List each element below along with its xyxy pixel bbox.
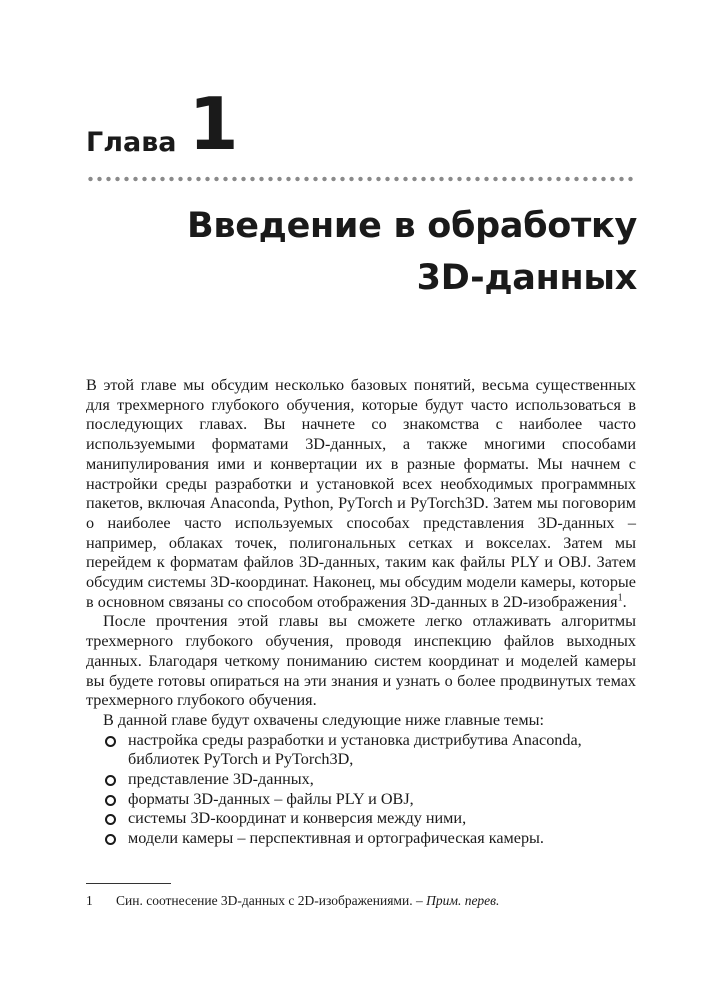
chapter-label: Глава xyxy=(86,127,177,158)
list-item-text: модели камеры – перспективная и ортографическая камеры. xyxy=(128,829,544,848)
list-item-text: системы 3D-координат и конверсия между ними, xyxy=(128,809,467,828)
chapter-title-line: 3D-данных xyxy=(416,258,637,298)
list-item xyxy=(86,790,636,810)
footnote-rule xyxy=(86,883,171,884)
chapter-body xyxy=(86,376,636,849)
footnote-mark: 1 xyxy=(86,893,93,908)
topics-list xyxy=(86,731,636,849)
intro-paragraph: В этой главе мы обсудим несколько базовых понятий, весьма существенных для трехмерного глубокого обучения, которые будут часто использоваться в последующих главах. Вы начнете со знакомства с наиболее часто используемыми форматами 3D-данных, а также многими способами манипулирования ими и конвертации их в разные форматы. Мы начнем с настройки среды разработки и установкой всех необходимых программных пакетов, включая Anaconda, Python, PyTorch и PyTorch3D. Затем мы поговорим о наиболее часто используемых способах представления 3D-данных – например, облаках точек, полигональных сетках и вокселах. Затем мы перейдем к форматам файлов 3D-данных, таким как файлы PLY и OBJ. Затем обсудим системы 3D-координат. Наконец, мы обсудим модели камеры, которые в основном связаны со способом отображения 3D-данных в 2D-изображения$^1$. xyxy=(86,376,636,611)
dotted-divider xyxy=(86,176,636,182)
circle-bullet-icon xyxy=(105,795,116,806)
circle-bullet-icon xyxy=(105,775,116,786)
footnote-text: Син. соотнесение 3D-данных с 2D-изображениями. – xyxy=(116,893,423,908)
list-item xyxy=(86,770,636,790)
footnote-reference: 1 xyxy=(617,592,623,604)
chapter-title xyxy=(77,200,637,304)
circle-bullet-icon xyxy=(105,814,116,825)
list-item xyxy=(86,809,636,829)
footnote-translator-note: Прим. перев. xyxy=(426,893,500,908)
list-item xyxy=(86,731,636,770)
chapter-heading xyxy=(86,82,237,166)
circle-bullet-icon xyxy=(105,736,116,747)
topics-intro: В данной главе будут охвачены следующие ниже главные темы: xyxy=(103,710,544,729)
footnote xyxy=(86,892,636,909)
list-item-text: представление 3D-данных, xyxy=(128,770,314,789)
chapter-title-line: Введение в обработку xyxy=(186,206,637,246)
body-paragraph: После прочтения этой главы вы сможете легко отлаживать алгоритмы трехмерного глубокого обучения, проводя инспекцию файлов выходных данных. Благодаря четкому пониманию систем координат и моделей камеры вы будете готовы опираться на эти знания и узнать о более продвинутых темах трехмерного глубокого обучения. xyxy=(86,612,636,710)
list-item-text: настройка среды разработки и установка дистрибутива Anaconda, библиотек PyTorch и PyTorch3D, xyxy=(128,730,582,769)
circle-bullet-icon xyxy=(105,834,116,845)
chapter-number: 1 xyxy=(188,82,237,166)
list-item-text: форматы 3D-данных – файлы PLY и OBJ, xyxy=(128,789,414,808)
list-item xyxy=(86,829,636,849)
intro-paragraph-text: В этой главе мы обсудим несколько базовых понятий, весьма существенных для трехмерного глубокого обучения, которые будут часто использоваться в последующих главах. Вы начнете со знакомства с наиболее часто используемыми форматами 3D-данных, а также многими способами манипулирования ими и конвертации их в разные форматы. Мы начнем с настройки среды разработки и установкой всех необходимых программных пакетов, включая Anaconda, Python, PyTorch и PyTorch3D. Затем мы поговорим о наиболее часто используемых способах представления 3D-данных – например, облаках точек, полигональных сетках и вокселах. Затем мы перейдем к форматам файлов 3D-данных, таким как файлы PLY и OBJ. Затем обсудим системы 3D-координат. Наконец, мы обсудим модели камеры, которые в основном связаны со способом отображения 3D-данных в 2D-изображения xyxy=(86,376,636,611)
